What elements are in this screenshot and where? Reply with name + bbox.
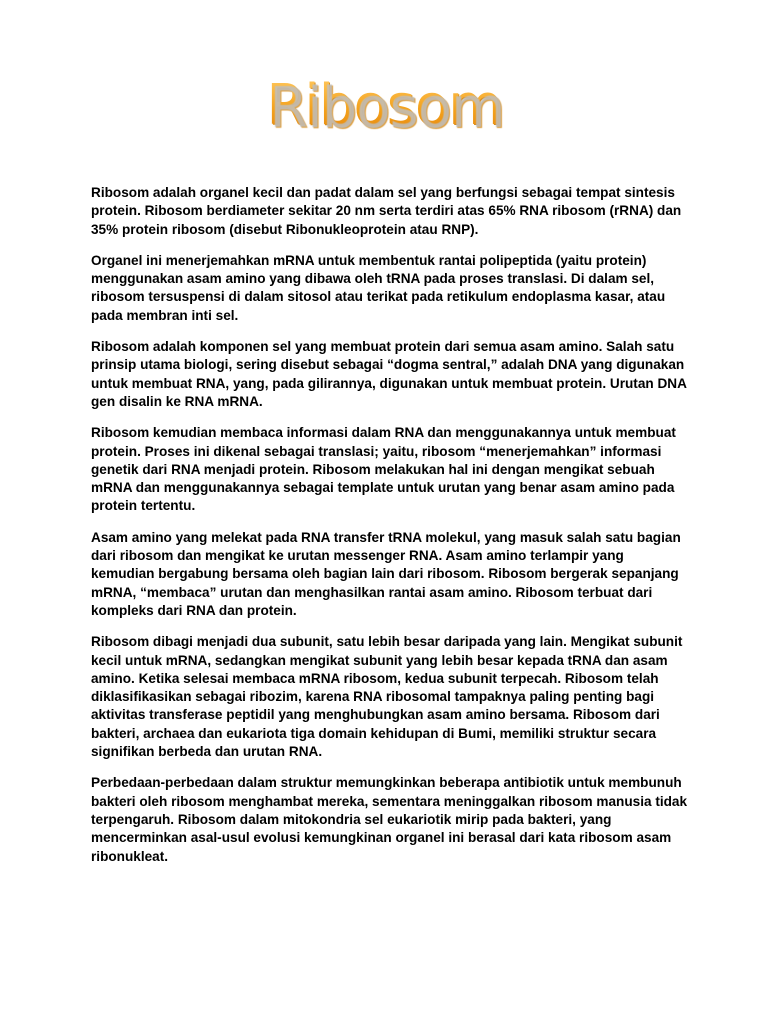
title-container xyxy=(0,73,768,138)
paragraph-1: Ribosom adalah organel kecil dan padat dalam sel yang berfungsi sebagai tempat sintesis protein. Ribosom berdiameter sekitar 20 nm serta terdiri atas 65% RNA ribosom (rRNA) dan 35% protein ribosom (disebut Ribonukleoprotein atau RNP). xyxy=(91,185,682,237)
paragraph-2: Organel ini menerjemahkan mRNA untuk membentuk rantai polipeptida (yaitu protein) menggunakan asam amino yang dibawa oleh tRNA pada proses translasi. Di dalam sel, ribosom tersuspensi di dalam sitosol atau terikat pada retikulum endoplasma kasar, atau pada membran inti sel. xyxy=(91,252,666,323)
paragraph-5: Asam amino yang melekat pada RNA transfer tRNA molekul, yang masuk salah satu bagian dari ribosom dan mengikat ke urutan messenger RNA. Asam amino terlampir yang kemudian bergabung bersama oleh bagian lain dari ribosom. Ribosom bergerak sepanjang mRNA, “membaca” urutan dan menghasilkan rantai asam amino. Ribosom terbuat dari kompleks dari RNA dan protein. xyxy=(91,529,681,618)
paragraph-3: Ribosom adalah komponen sel yang membuat protein dari semua asam amino. Salah satu prinsip utama biologi, sering disebut sebagai “dogma sentral,” adalah DNA yang digunakan untuk membuat RNA, yang, pada gilirannya, digunakan untuk membuat protein. Urutan DNA gen disalin ke RNA mRNA. xyxy=(91,339,687,409)
document-title: Ribosom xyxy=(266,73,502,138)
paragraph-7: Perbedaan-perbedaan dalam struktur memungkinkan beberapa antibiotik untuk membunuh bakteri oleh ribosom menghambat mereka, sementara meninggalkan ribosom manusia tidak terpengaruh. Ribosom dalam mitokondria sel eukariotik mirip pada bakteri, yang mencerminkan asal-usul evolusi kemungkinan organel ini berasal dari kata ribosom asam ribonukleat. xyxy=(91,775,688,864)
paragraph-6: Ribosom dibagi menjadi dua subunit, satu lebih besar daripada yang lain. Mengikat subunit kecil untuk mRNA, sedangkan mengikat subunit yang lebih besar kepada tRNA dan asam amino. Ketika selesai membaca mRNA ribosom, kedua subunit terpecah. Ribosom telah diklasifikasikan sebagai ribozim, karena RNA ribosomal tampaknya paling penting bagi aktivitas transferase peptidil yang menghubungkan asam amino bersama. Ribosom dari bakteri, archaea dan eukariota tiga domain kehidupan di Bumi, memiliki struktur secara signifikan berbeda dan urutan RNA. xyxy=(91,634,683,760)
document-body xyxy=(91,184,691,879)
paragraph-4: Ribosom kemudian membaca informasi dalam RNA dan menggunakannya untuk membuat protein. Proses ini dikenal sebagai translasi; yaitu, ribosom “menerjemahkan” informasi genetik dari RNA menjadi protein. Ribosom melakukan hal ini dengan mengikat sebuah mRNA dan menggunakannya sebagai template untuk urutan yang benar asam amino pada protein tertentu. xyxy=(91,425,676,514)
